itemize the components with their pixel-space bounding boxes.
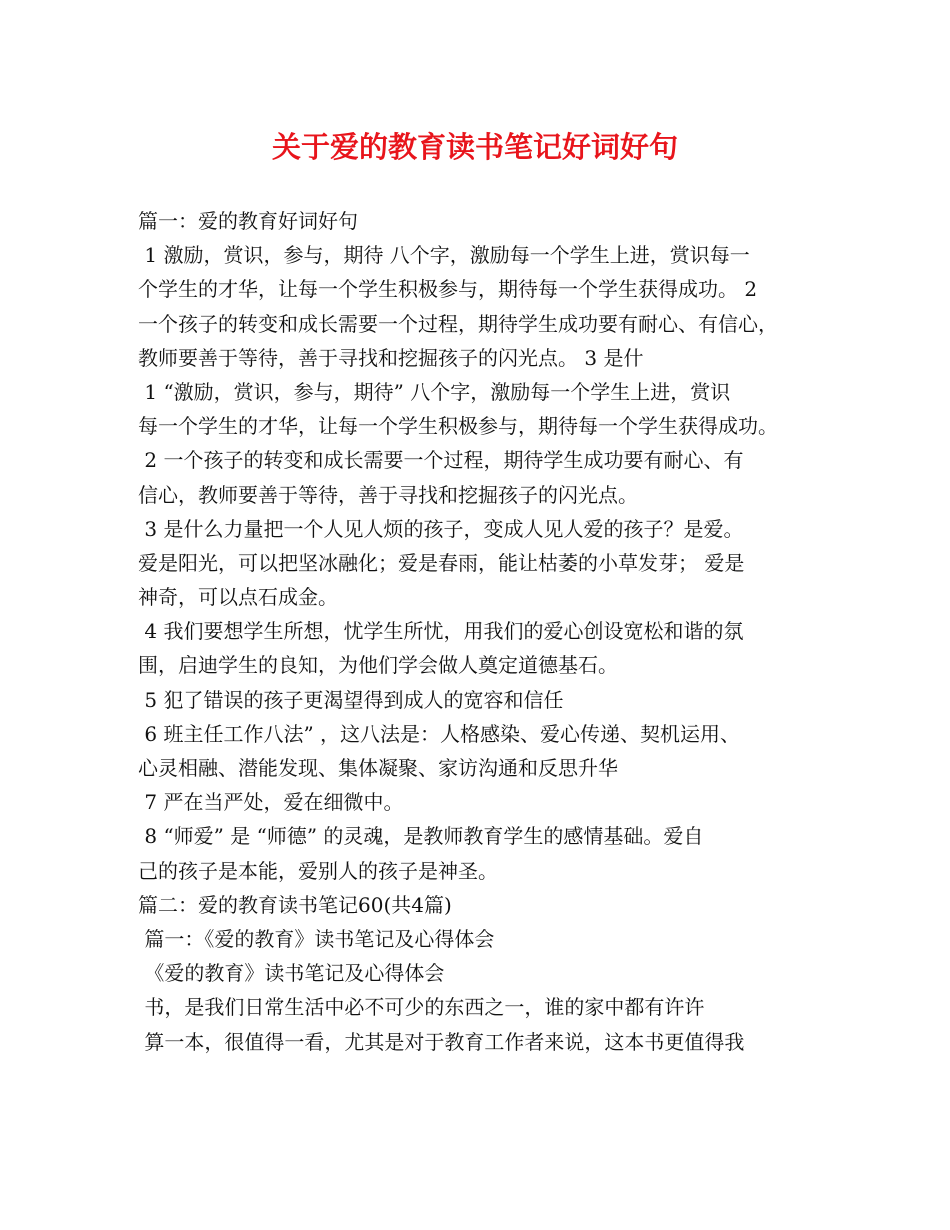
body-line: 5 犯了错误的孩子更渴望得到成人的宽容和信任: [138, 687, 564, 712]
body-line: 教师要善于等待，善于寻找和挖掘孩子的闪光点。 3 是什: [138, 345, 644, 370]
body-line: 8 “师爱” 是 “师德” 的灵魂，是教师教育学生的感情基础。爱自: [138, 824, 704, 849]
document-title: 关于爱的教育读书笔记好词好句: [271, 130, 678, 164]
document-body: [138, 204, 818, 1059]
body-line: 1 激励，赏识，参与，期待 八个字，激励每一个学生上进，赏识每一: [138, 243, 750, 268]
body-line: 7 严在当严处，爱在细微中。: [138, 790, 404, 815]
body-line: 一个孩子的转变和成长需要一个过程，期待学生成功要有耐心、有信心，: [138, 311, 778, 336]
section-heading: 篇一：爱的教育好词好句: [138, 209, 358, 233]
body-line: 《爱的教育》读书笔记及心得体会: [138, 961, 445, 986]
body-line: 每一个学生的才华，让每一个学生积极参与，期待每一个学生获得成功。: [138, 414, 778, 439]
body-line: 篇一：《爱的教育》读书笔记及心得体会: [138, 926, 495, 951]
body-line: 信心，教师要善于等待，善于寻找和挖掘孩子的闪光点。: [138, 482, 638, 507]
body-line: 己的孩子是本能，爱别人的孩子是神圣。: [138, 858, 498, 883]
body-line: 围，启迪学生的良知，为他们学会做人奠定道德基石。: [138, 653, 618, 678]
body-line: 书，是我们日常生活中必不可少的东西之一，谁的家中都有许许: [138, 995, 705, 1020]
body-line: 个学生的才华，让每一个学生积极参与，期待每一个学生获得成功。 2: [138, 277, 758, 302]
body-line: 1 “激励，赏识，参与，期待” 八个字，激励每一个学生上进，赏识: [138, 379, 731, 404]
body-line: 6 班主任工作八法” ，这八法是：人格感染、爱心传递、契机运用、: [138, 721, 741, 746]
body-line: 算一本，很值得一看，尤其是对于教育工作者来说，这本书更值得我: [138, 1029, 745, 1054]
body-line: 神奇，可以点石成金。: [138, 585, 338, 610]
body-line: 3 是什么力量把一个人见人烦的孩子，变成人见人爱的孩子？是爱。: [138, 516, 744, 541]
body-line: 心灵相融、潜能发现、集体凝聚、家访沟通和反思升华: [138, 756, 618, 780]
body-line: 爱是阳光，可以把坚冰融化；爱是春雨，能让枯萎的小草发芽； 爱是: [138, 550, 745, 575]
body-line: 2 一个孩子的转变和成长需要一个过程，期待学生成功要有耐心、有: [138, 448, 744, 473]
body-line: 4 我们要想学生所想，忧学生所忧，用我们的爱心创设宽松和谐的氛: [138, 619, 744, 644]
section-heading: 篇二：爱的教育读书笔记60(共4篇): [138, 892, 452, 917]
